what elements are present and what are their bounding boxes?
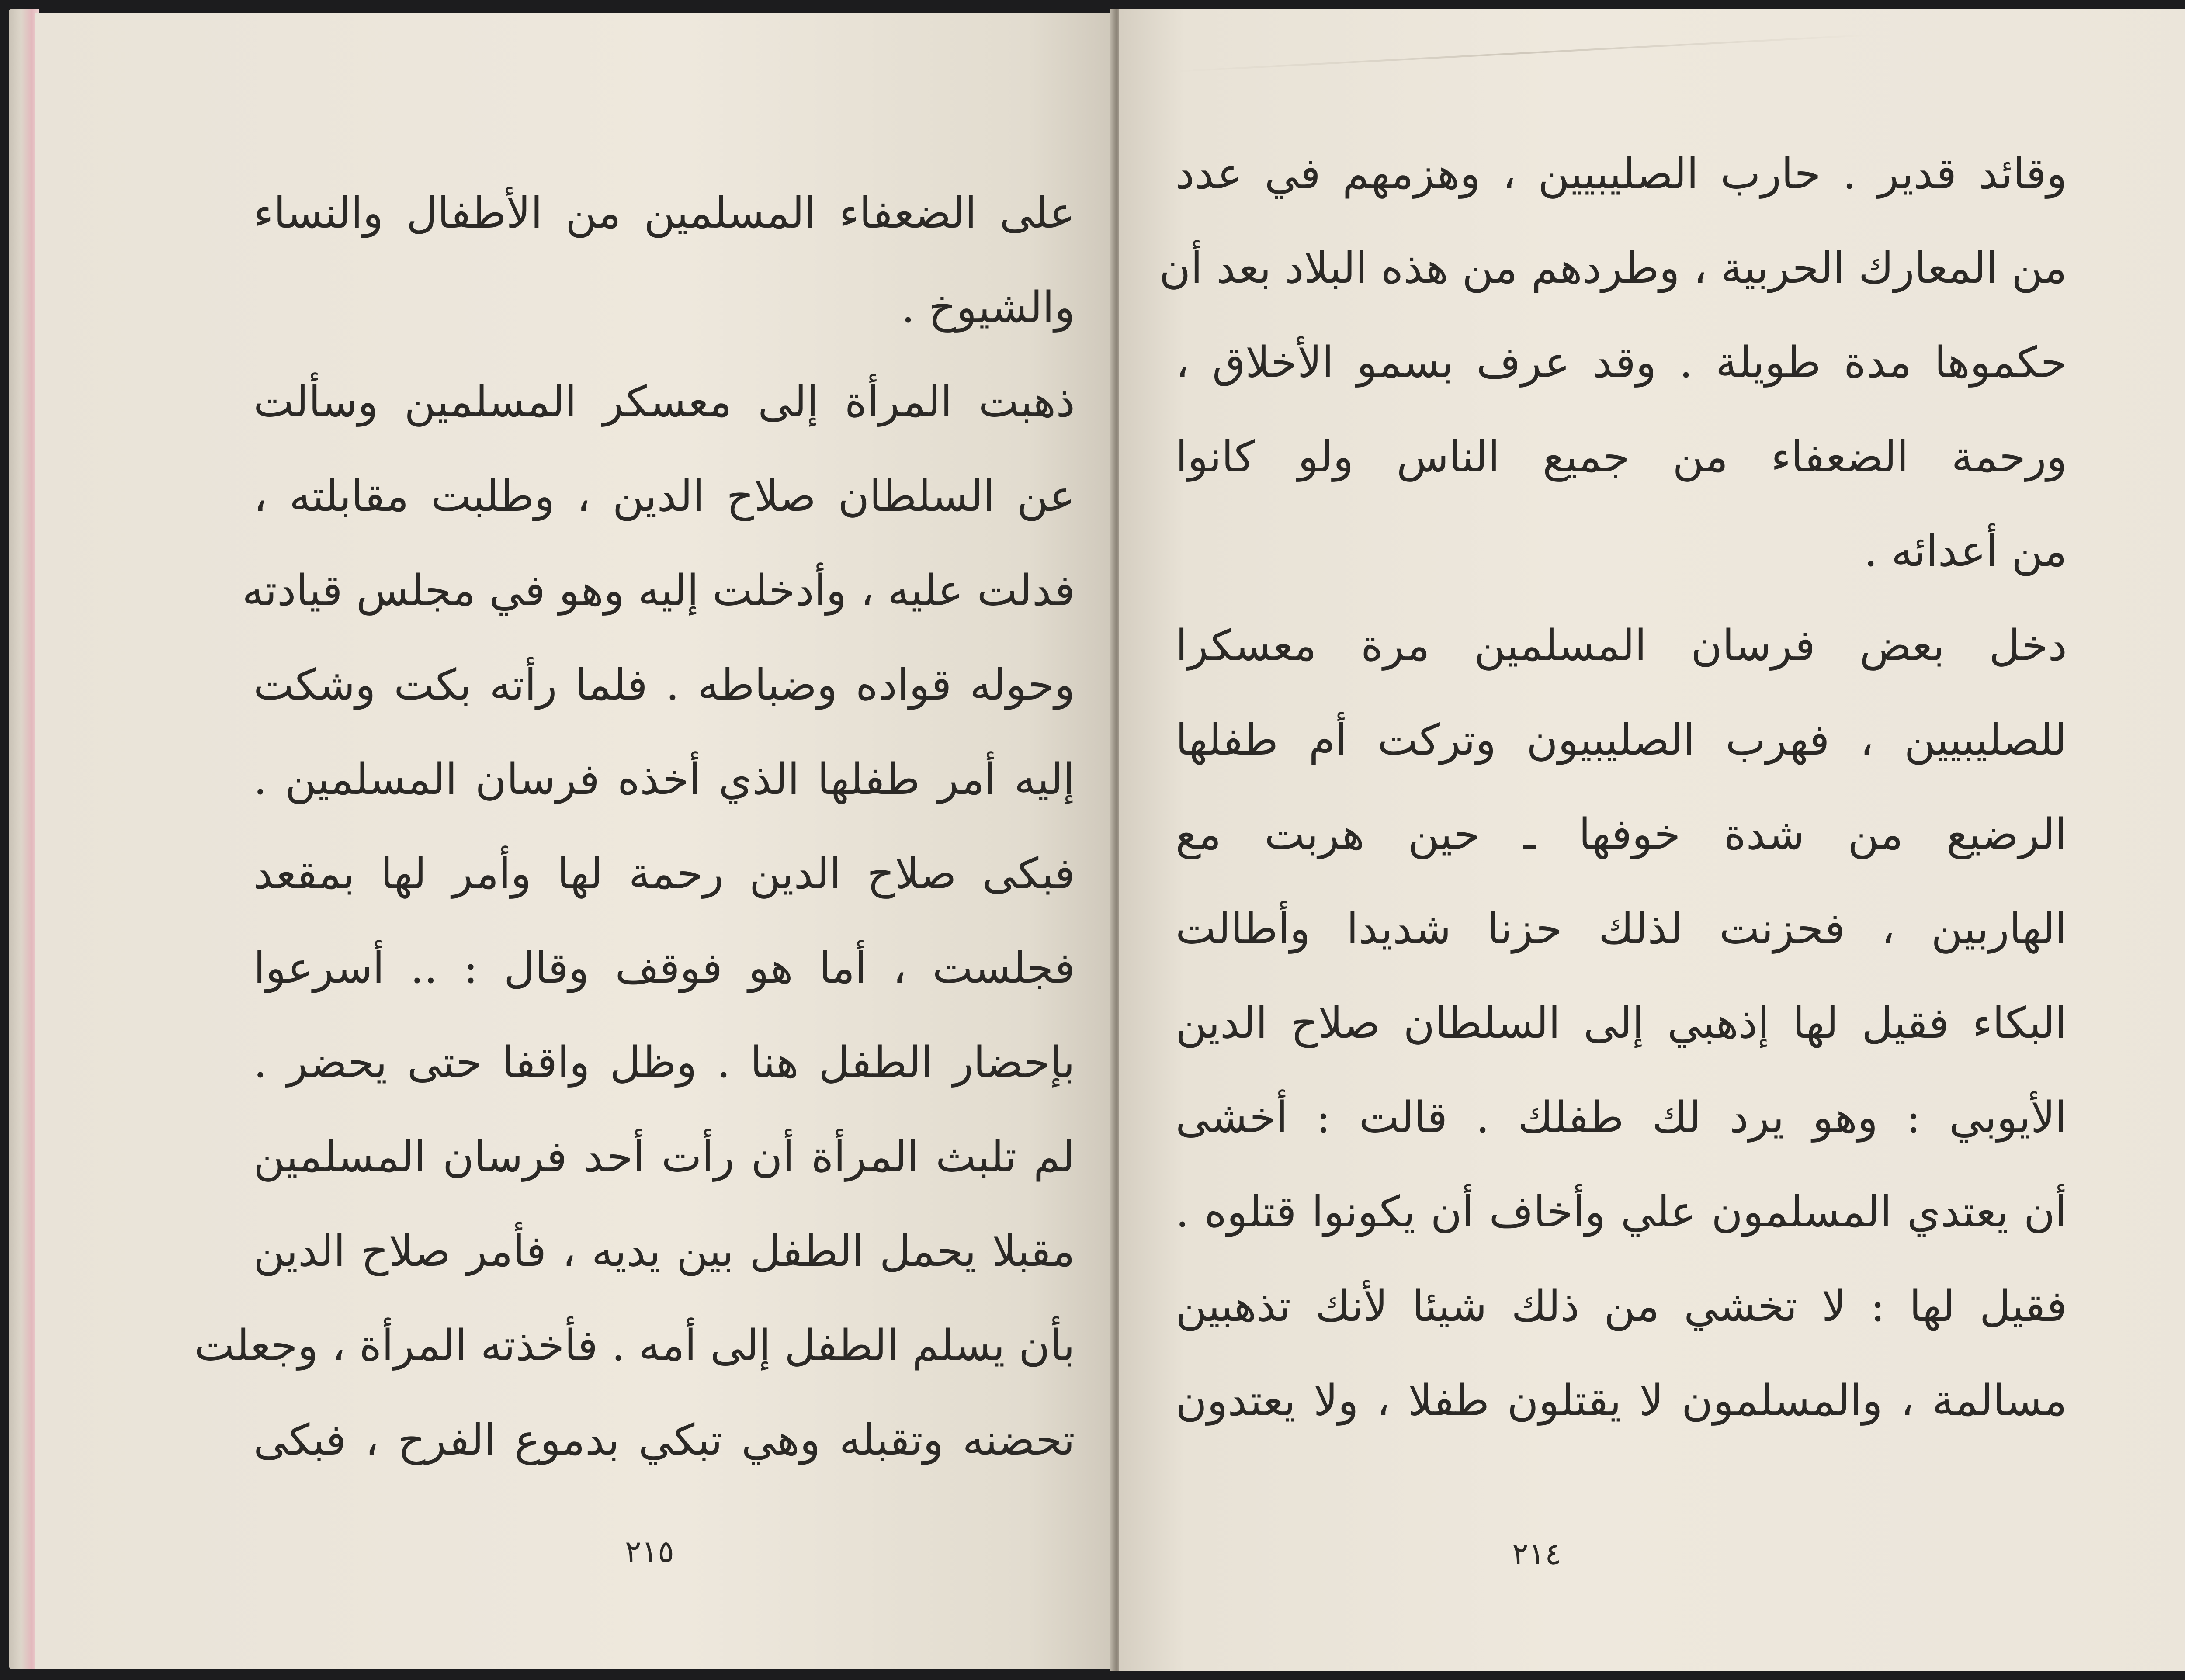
text-line: أن يعتدي المسلمون علي وأخاف أن يكونوا قتلوه . <box>1176 1187 2067 1237</box>
text-line: على الضعفاء المسلمين من الأطفال والنساء <box>253 188 1075 238</box>
text-line: الهاربين ، فحزنت لذلك حزنا شديدا وأطالت <box>1176 904 2067 954</box>
text-line: تحضنه وتقبله وهي تبكي بدموع الفرح ، فبكى <box>253 1415 1075 1465</box>
text-line: بأن يسلم الطفل إلى أمه . فأخذته المرأة ، وجعلت <box>194 1321 1075 1371</box>
left-page <box>35 13 1114 1669</box>
text-line: من المعارك الحربية ، وطردهم من هذه البلاد بعد أن <box>1159 243 2067 293</box>
text-line: وقائد قدير . حارب الصليبيين ، وهزمهم في عدد <box>1176 149 2067 199</box>
left-page-text <box>194 166 1075 1487</box>
text-line: حكموها مدة طويلة . وقد عرف بسمو الأخلاق ، <box>1176 338 2067 388</box>
text-line: دخل بعض فرسان المسلمين مرة معسكرا <box>1176 621 2067 671</box>
text-line: الأيوبي : وهو يرد لك طفلك . قالت : أخشى <box>1176 1093 2067 1143</box>
text-line: البكاء فقيل لها إذهبي إلى السلطان صلاح الدين <box>1176 998 2067 1048</box>
text-line: عن السلطان صلاح الدين ، وطلبت مقابلته ، <box>253 471 1075 521</box>
page-number: ٢١٤ <box>1512 1536 1561 1572</box>
text-line: بإحضار الطفل هنا . وظل واقفا حتى يحضر . <box>253 1038 1075 1088</box>
text-line: فدلت عليه ، وأدخلت إليه وهو في مجلس قيادته <box>242 566 1075 616</box>
right-page <box>1119 9 2185 1671</box>
text-line: فبكى صلاح الدين رحمة لها وأمر لها بمقعد <box>253 849 1075 899</box>
text-line: مقبلا يحمل الطفل بين يديه ، فأمر صلاح الدين <box>253 1226 1075 1276</box>
text-line: فقيل لها : لا تخشي من ذلك شيئا لأنك تذهبين <box>1176 1282 2067 1331</box>
right-page-text <box>1159 127 2067 1448</box>
text-line: للصليبيين ، فهرب الصليبيون وتركت أم طفلها <box>1176 715 2067 765</box>
page-number: ٢١٥ <box>625 1534 674 1569</box>
text-line: لم تلبث المرأة أن رأت أحد فرسان المسلمين <box>253 1132 1075 1182</box>
text-line: والشيوخ . <box>901 283 1075 333</box>
text-line: من أعدائه . <box>1864 527 2067 576</box>
text-line: مسالمة ، والمسلمون لا يقتلون طفلا ، ولا يعتدون <box>1176 1376 2067 1426</box>
text-line: إليه أمر طفلها الذي أخذه فرسان المسلمين . <box>253 755 1075 804</box>
text-line: ورحمة الضعفاء من جميع الناس ولو كانوا <box>1176 432 2067 482</box>
text-line: وحوله قواده وضباطه . فلما رأته بكت وشكت <box>253 660 1075 710</box>
text-line: فجلست ، أما هو فوقف وقال : .. أسرعوا <box>253 943 1075 993</box>
text-line: الرضيع من شدة خوفها ـ حين هربت مع <box>1176 810 2067 859</box>
text-line: ذهبت المرأة إلى معسكر المسلمين وسألت <box>253 377 1075 427</box>
paper-crease <box>1172 34 1870 73</box>
